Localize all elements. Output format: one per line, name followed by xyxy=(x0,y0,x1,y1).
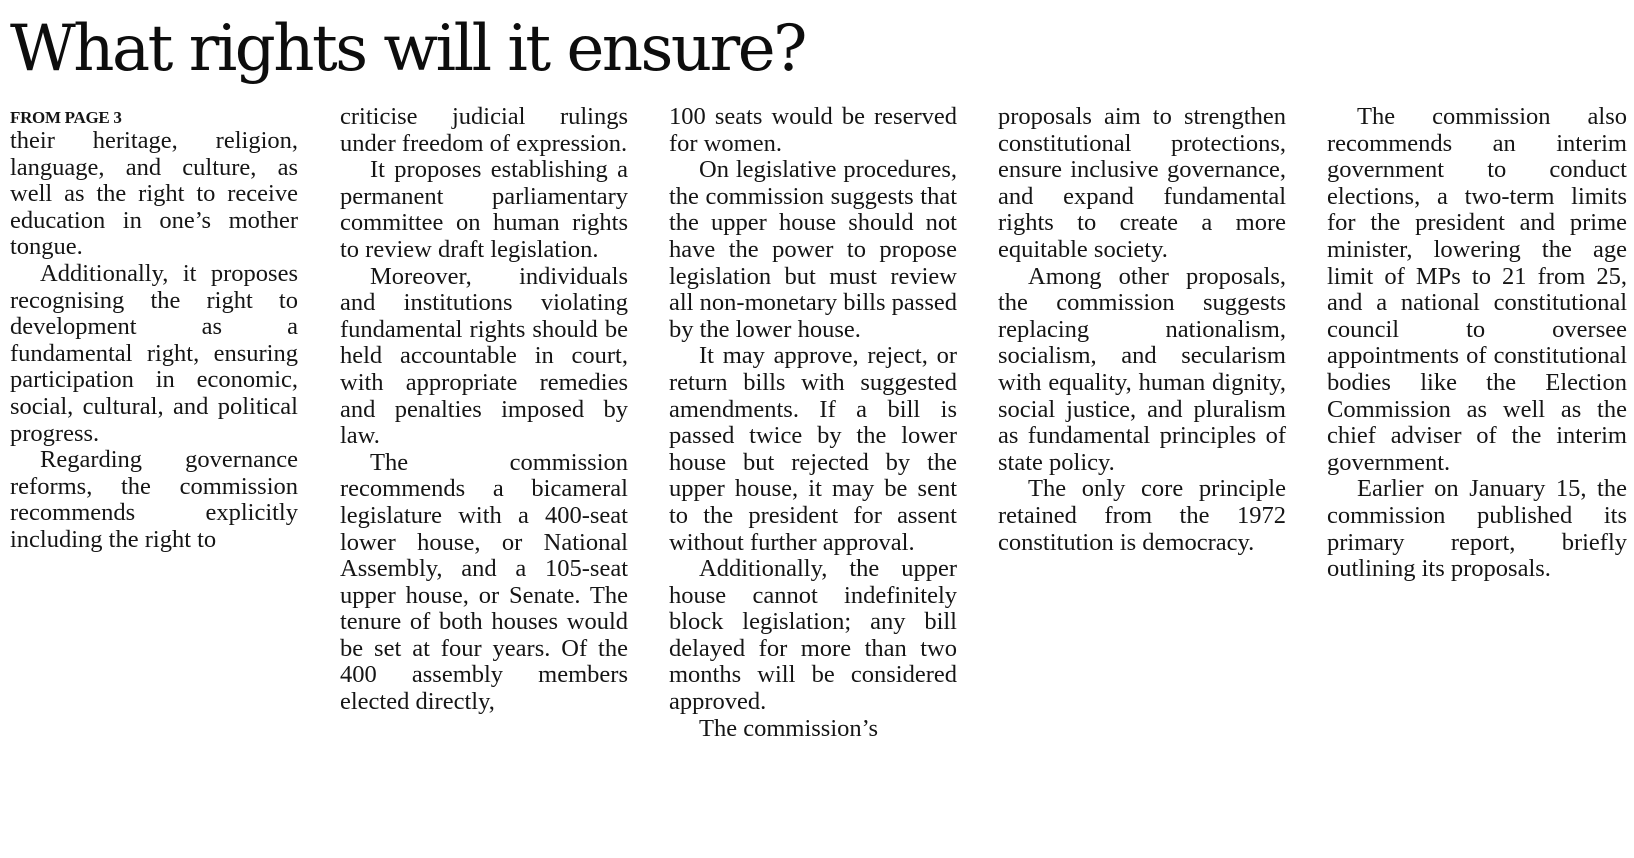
headline: What rights will it ensure? xyxy=(10,12,805,86)
paragraph: The commission recommends a bicameral legislature with a 400-seat lower house, or National Assembly, and a 105-seat upper house, or Senate. The tenure of both houses would be set at four years. Of the 400 assembly members elected directly, xyxy=(340,448,628,716)
paragraph: Earlier on January 15, the commission published its primary report, briefly outlining its proposals. xyxy=(1327,475,1627,583)
paragraph: On legislative procedures, the commission suggests that the upper house should not have the power to propose legislation but must review all non-monetary bills passed by the lower house. xyxy=(669,156,957,343)
paragraph: Additionally, it proposes recognising the right to development as a fundamental right, ensuring participation in economic, social, cultural, and political progress. xyxy=(10,259,298,447)
paragraph: Among other proposals, the commission suggests replacing nationalism, socialism, and secularism with equality, human dignity, social justice, and pluralism as fundamental principles of state policy. xyxy=(998,262,1286,476)
paragraph: The only core principle retained from the 1972 constitution is democracy. xyxy=(998,475,1286,556)
paragraph: Regarding governance reforms, the commission recommends explicitly including the right to xyxy=(10,446,298,553)
paragraph: their heritage, religion, language, and culture, as well as the right to receive education in one’s mother tongue. xyxy=(10,127,298,261)
paragraph: It may approve, reject, or return bills with suggested amendments. If a bill is passed twice by the lower house but rejected by the upper house, it may be sent to the president for assent without further approval. xyxy=(669,342,957,556)
paragraph: The commission also recommends an interim government to conduct elections, a two-term limits for the president and prime minister, lowering the age limit of MPs to 21 from 25, and a national constitutional council to oversee appointments of constitutional bodies like the Election Commission as well as the chief adviser of the interim government. xyxy=(1327,103,1627,476)
paragraph: proposals aim to strengthen constitutional protections, ensure inclusive governance, and expand fundamental rights to create a more equitable society. xyxy=(998,103,1286,263)
paragraph: The commission’s xyxy=(699,714,878,742)
article-column-5 xyxy=(1327,104,1627,583)
jump-label: FROM PAGE 3 xyxy=(10,108,122,127)
article-column-4 xyxy=(998,104,1286,556)
paragraph: Additionally, the upper house cannot indefinitely block legislation; any bill delayed for more than two months will be considered approved. xyxy=(669,555,957,716)
article-column-2 xyxy=(340,104,628,716)
article-column-3 xyxy=(669,104,957,742)
paragraph: Moreover, individuals and institutions violating fundamental rights should be held accountable in court, with appropriate remedies and penalties imposed by law. xyxy=(340,262,628,450)
article-column-1 xyxy=(10,104,298,554)
paragraph: 100 seats would be reserved for women. xyxy=(669,103,957,157)
paragraph: criticise judicial rulings under freedom of expression. xyxy=(340,103,628,157)
paragraph: It proposes establishing a permanent parliamentary committee on human rights to review draft legislation. xyxy=(340,156,628,263)
